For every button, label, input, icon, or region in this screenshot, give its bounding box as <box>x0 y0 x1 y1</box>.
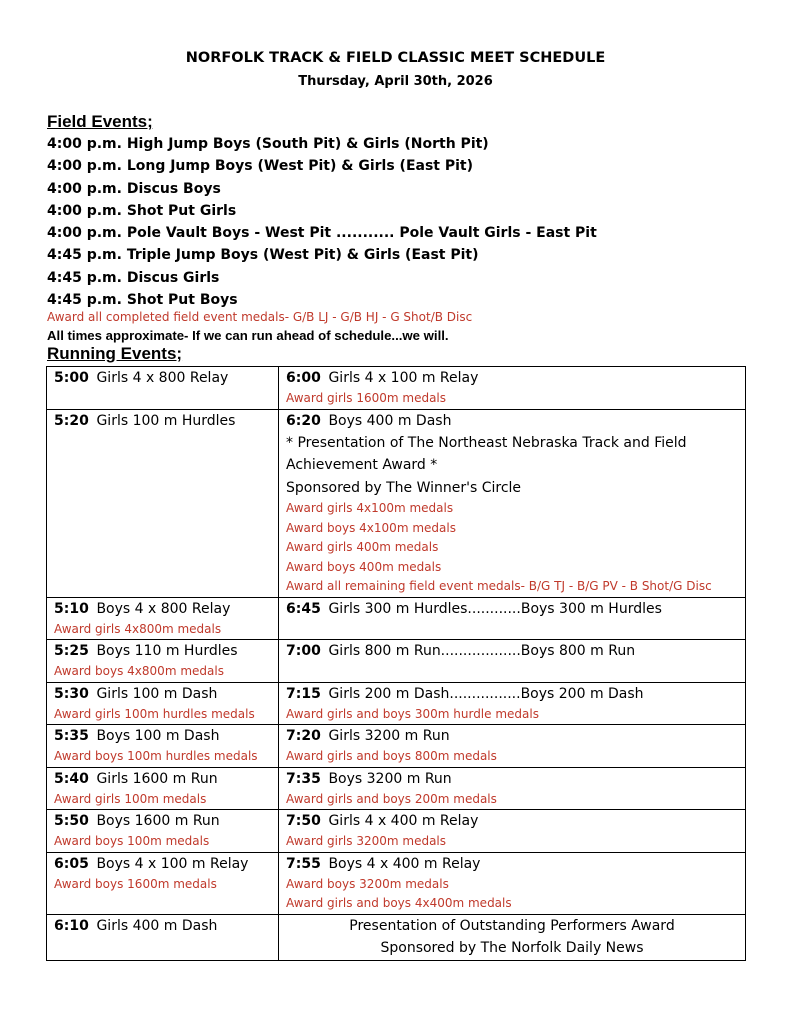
schedule-cell-left <box>47 367 279 410</box>
award-note: Award girls and boys 200m medals <box>286 791 497 806</box>
schedule-row <box>47 682 746 725</box>
field-event-item: 4:00 p.m. Shot Put Girls <box>47 202 237 219</box>
event-time: 6:45 <box>286 600 321 617</box>
schedule-row <box>47 767 746 810</box>
schedule-row <box>47 367 746 410</box>
event-time: 6:10 <box>54 917 89 934</box>
left-event <box>54 915 278 937</box>
award-note: Award boys 4x100m medals <box>286 520 456 535</box>
event-name: Girls 100 m Dash <box>96 685 218 702</box>
award-note: Award boys 3200m medals <box>286 876 449 891</box>
award-note: Award girls and boys 800m medals <box>286 749 497 763</box>
left-event <box>54 683 278 705</box>
schedule-row-final <box>47 914 746 960</box>
left-event <box>54 768 278 790</box>
event-time: 5:20 <box>54 412 89 429</box>
schedule-cell-left <box>47 682 279 725</box>
right-event <box>286 367 745 389</box>
schedule-cell-right <box>279 725 746 768</box>
presentation-note: Sponsored by The Norfolk Daily News <box>380 940 644 956</box>
schedule-cell-left <box>47 852 279 914</box>
schedule-row <box>47 597 746 640</box>
page-title: NORFOLK TRACK & FIELD CLASSIC MEET SCHEDULE <box>185 50 606 66</box>
event-time: 6:00 <box>286 370 321 386</box>
right-event <box>286 410 745 432</box>
schedule-row <box>47 810 746 853</box>
left-event <box>54 810 278 832</box>
presentation-note: Sponsored by The Winner's Circle <box>286 479 522 496</box>
running-events-table <box>46 366 746 961</box>
award-note: Award girls 1600m medals <box>286 391 447 405</box>
event-name: Girls 300 m Hurdles............Boys 300 m Hurdles <box>328 600 662 617</box>
event-time: 5:10 <box>54 600 89 617</box>
field-event-item: 4:00 p.m. High Jump Boys (South Pit) & Girls (North Pit) <box>47 136 489 152</box>
schedule-body <box>47 367 746 961</box>
event-name: Boys 4 x 400 m Relay <box>328 855 481 872</box>
award-note: Award all remaining field event medals- B/G TJ - B/G PV - B Shot/G Disc <box>286 579 712 593</box>
event-name: Girls 400 m Dash <box>96 917 218 934</box>
schedule-cell-left <box>47 914 279 960</box>
award-note: Award girls 4x800m medals <box>54 621 222 636</box>
right-event <box>286 768 745 790</box>
right-event <box>286 640 745 662</box>
event-time: 5:25 <box>54 643 89 659</box>
field-event-item: 4:45 p.m. Triple Jump Boys (West Pit) & Girls (East Pit) <box>47 247 479 264</box>
event-time: 7:20 <box>286 728 321 744</box>
event-name: Girls 200 m Dash................Boys 200 m Dash <box>328 685 644 702</box>
field-award-note: Award all completed field event medals- G/B LJ - G/B HJ - G Shot/B Disc <box>47 310 473 324</box>
event-name: Boys 4 x 100 m Relay <box>96 855 249 872</box>
event-name: Girls 4 x 800 Relay <box>96 370 229 386</box>
event-name: Girls 800 m Run..................Boys 800 m Run <box>328 643 636 659</box>
award-note: Award girls 100m hurdles medals <box>54 706 255 721</box>
field-event-item: 4:45 p.m. Discus Girls <box>47 269 220 286</box>
field-event-item: 4:45 p.m. Shot Put Boys <box>47 292 238 309</box>
field-events-heading: Field Events; <box>47 112 153 131</box>
right-event <box>286 598 745 620</box>
event-name: Boys 1600 m Run <box>96 813 220 829</box>
event-time: 7:15 <box>286 685 321 702</box>
event-time: 5:00 <box>54 370 89 386</box>
award-note: Award girls 3200m medals <box>286 834 447 848</box>
event-name: Girls 100 m Hurdles <box>96 412 236 429</box>
meet-date: Thursday, April 30th, 2026 <box>298 74 493 89</box>
schedule-cell-left <box>47 409 279 597</box>
event-time: 5:35 <box>54 728 89 744</box>
left-event <box>54 598 278 620</box>
award-note: Award girls and boys 4x400m medals <box>286 896 512 910</box>
event-name: Girls 4 x 100 m Relay <box>328 370 479 386</box>
event-time: 5:30 <box>54 685 89 702</box>
schedule-cell-right <box>279 640 746 683</box>
presentation-note: * Presentation of The Northeast Nebraska Track and Field <box>286 434 687 451</box>
schedule-row <box>47 640 746 683</box>
running-events-heading: Running Events; <box>47 344 183 363</box>
schedule-cell-right <box>279 852 746 914</box>
left-event <box>54 853 278 875</box>
schedule-cell-right <box>279 682 746 725</box>
field-events-list <box>47 133 597 311</box>
presentation-note: Achievement Award * <box>286 457 438 473</box>
event-time: 7:35 <box>286 770 321 787</box>
left-event <box>54 410 278 432</box>
schedule-cell-right <box>279 767 746 810</box>
event-name: Boys 100 m Dash <box>96 728 220 744</box>
event-time: 5:50 <box>54 813 89 829</box>
event-name: Boys 110 m Hurdles <box>96 643 238 659</box>
field-event-item: 4:00 p.m. Long Jump Boys (West Pit) & Girls (East Pit) <box>47 158 474 175</box>
schedule-cell-right <box>279 810 746 853</box>
right-event <box>286 853 745 875</box>
award-note: Award girls and boys 300m hurdle medals <box>286 706 539 721</box>
award-note: Award girls 100m medals <box>54 791 207 806</box>
award-note: Award boys 100m hurdles medals <box>54 749 258 763</box>
right-event <box>286 683 745 705</box>
event-time: 7:55 <box>286 855 321 872</box>
schedule-cell-right <box>279 597 746 640</box>
left-event <box>54 367 278 389</box>
award-note: Award boys 4x800m medals <box>54 664 224 678</box>
event-name: Boys 400 m Dash <box>328 412 452 429</box>
schedule-cell-right <box>279 367 746 410</box>
left-event <box>54 725 278 747</box>
event-name: Girls 4 x 400 m Relay <box>328 813 479 829</box>
award-note: Award boys 100m medals <box>54 834 210 848</box>
schedule-cell-left <box>47 810 279 853</box>
schedule-cell-right <box>279 914 746 960</box>
approx-times-note: All times approximate- If we can run ahead of schedule...we will. <box>47 328 449 343</box>
left-event <box>54 640 278 662</box>
event-time: 6:20 <box>286 412 321 429</box>
schedule-row <box>47 852 746 914</box>
schedule-cell-left <box>47 725 279 768</box>
award-note: Award boys 1600m medals <box>54 876 217 891</box>
schedule-cell-left <box>47 597 279 640</box>
event-time: 5:40 <box>54 770 89 787</box>
event-time: 7:00 <box>286 643 321 659</box>
schedule-cell-left <box>47 767 279 810</box>
event-name: Boys 3200 m Run <box>328 770 452 787</box>
right-event <box>286 810 745 832</box>
event-name: Boys 4 x 800 Relay <box>96 600 231 617</box>
event-time: 7:50 <box>286 813 321 829</box>
presentation-note: Presentation of Outstanding Performers Award <box>349 917 675 934</box>
award-note: Award girls 400m medals <box>286 540 439 554</box>
schedule-cell-right <box>279 409 746 597</box>
event-name: Girls 1600 m Run <box>96 770 218 787</box>
schedule-cell-left <box>47 640 279 683</box>
schedule-row <box>47 725 746 768</box>
award-note: Award girls 4x100m medals <box>286 501 454 515</box>
event-time: 6:05 <box>54 855 89 872</box>
right-event <box>286 725 745 747</box>
award-note: Award boys 400m medals <box>286 559 442 574</box>
schedule-row <box>47 409 746 597</box>
event-name: Girls 3200 m Run <box>328 728 450 744</box>
field-event-item: 4:00 p.m. Discus Boys <box>47 180 221 197</box>
field-event-item: 4:00 p.m. Pole Vault Boys - West Pit ........... Pole Vault Girls - East Pit <box>47 225 597 242</box>
